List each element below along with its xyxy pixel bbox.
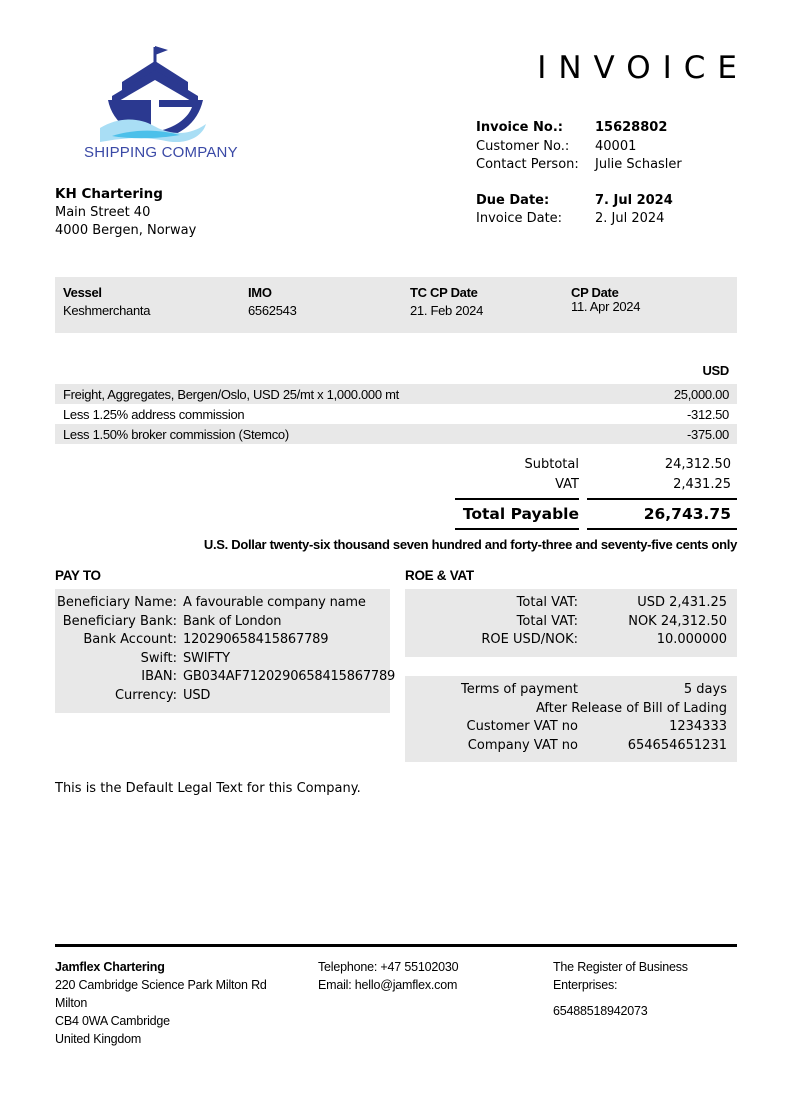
footer-address-line: CB4 0WA Cambridge (55, 1014, 170, 1028)
subtotal-label: Subtotal (524, 457, 579, 472)
invoice-date-row (476, 210, 682, 229)
footer-register-number: 65488518942073 (553, 1004, 648, 1018)
customer-vat-value: 1234333 (669, 719, 727, 735)
imo-header: IMO (248, 285, 272, 300)
currency-label: Currency: (114, 687, 177, 703)
tc-cp-date-header: TC CP Date (410, 285, 478, 300)
currency-value: USD (183, 687, 211, 703)
total-payable-row (455, 498, 737, 530)
customer-vat-label: Customer VAT no (466, 719, 578, 735)
vessel-header: Vessel (63, 285, 102, 300)
recipient-address-line1: Main Street 40 (55, 204, 151, 220)
terms-box (405, 676, 737, 762)
contact-person-value: Julie Schasler (595, 157, 682, 172)
pay-to-row (55, 613, 390, 632)
pay-to-row (55, 687, 390, 706)
roe-vat-box (405, 589, 737, 657)
invoice-date-value: 2. Jul 2024 (595, 211, 665, 226)
recipient-address-block (55, 185, 196, 241)
line-item-row (55, 384, 737, 404)
imo-value: 6562543 (248, 303, 297, 318)
roe-vat-heading: ROE & VAT (405, 568, 474, 583)
recipient-name: KH Chartering (55, 186, 163, 202)
line-item-description: Less 1.50% broker commission (Stemco) (63, 426, 289, 442)
total-vat-usd-label: Total VAT: (516, 595, 578, 610)
company-vat-label: Company VAT no (467, 737, 578, 753)
total-vat-usd-value: USD 2,431.25 (637, 595, 727, 610)
footer-address-line: Milton (55, 996, 88, 1010)
subtotal-row (455, 455, 737, 475)
ship-icon (92, 46, 222, 142)
recipient-address-line2: 4000 Bergen, Norway (55, 223, 197, 238)
footer-email: Email: hello@jamflex.com (318, 978, 458, 992)
footer-address-line: 220 Cambridge Science Park Milton Rd (55, 978, 267, 992)
terms-release-note: After Release of Bill of Lading (535, 700, 727, 716)
total-payable-label: Total Payable (455, 498, 579, 530)
pay-to-row (55, 631, 390, 650)
due-date-value: 7. Jul 2024 (595, 192, 673, 208)
tc-cp-date-value: 21. Feb 2024 (410, 303, 484, 318)
total-vat-nok-label: Total VAT: (516, 613, 578, 629)
roe-usd-nok-value: 10.000000 (656, 632, 727, 648)
beneficiary-bank-value: Bank of London (183, 613, 282, 629)
line-item-description: Less 1.25% address commission (63, 406, 245, 422)
subtotal-value: 24,312.50 (664, 457, 731, 472)
customer-no-label: Customer No.: (476, 138, 570, 154)
total-payable-value: 26,743.75 (587, 498, 737, 530)
vessel-table-header-row (55, 285, 737, 300)
roe-vat-row (413, 631, 727, 650)
bank-account-value: 120290658415867789 (183, 632, 329, 648)
company-vat-value: 654654651231 (627, 737, 727, 753)
due-date-label: Due Date: (476, 192, 550, 208)
pay-to-row (55, 668, 396, 687)
iban-value: GB034AF7120290658415867789 (183, 669, 396, 685)
vat-label: VAT (555, 477, 579, 492)
footer (55, 958, 737, 1048)
cp-date-value: 11. Apr 2024 (571, 299, 641, 314)
iban-label: IBAN: (141, 669, 177, 685)
totals-block (455, 455, 737, 530)
line-item-row (55, 424, 737, 444)
line-items-table (55, 384, 737, 444)
terms-row (413, 737, 727, 756)
footer-company-column (55, 958, 318, 1048)
line-item-description: Freight, Aggregates, Bergen/Oslo, USD 25/mt x 1,000.000 mt (63, 386, 399, 402)
invoice-date-label: Invoice Date: (476, 211, 563, 226)
line-item-amount: 25,000.00 (673, 386, 729, 402)
legal-text: This is the Default Legal Text for this Company. (55, 781, 361, 796)
vessel-value: Keshmerchanta (63, 303, 151, 318)
pay-to-box (55, 589, 396, 713)
customer-no-value: 40001 (595, 138, 637, 154)
company-logo (84, 46, 238, 161)
cp-date-header: CP Date (571, 285, 619, 300)
line-item-row (55, 404, 737, 424)
invoice-no-row (476, 119, 682, 138)
line-item-amount: -375.00 (687, 426, 729, 442)
line-item-amount: -312.50 (687, 406, 729, 422)
footer-address-line: United Kingdom (55, 1032, 142, 1046)
vessel-table (55, 277, 737, 333)
beneficiary-name-value: A favourable company name (183, 595, 366, 610)
total-vat-nok-value: NOK 24,312.50 (628, 613, 727, 629)
footer-divider (55, 944, 737, 947)
invoice-title: INVOICE (537, 50, 749, 86)
pay-to-row (55, 650, 390, 669)
due-date-row (476, 192, 682, 211)
beneficiary-bank-label: Beneficiary Bank: (62, 613, 177, 629)
bank-account-label: Bank Account: (83, 632, 177, 648)
pay-to-row (55, 594, 390, 613)
terms-row (413, 700, 727, 719)
pay-to-heading: PAY TO (55, 568, 101, 583)
vat-row (455, 475, 737, 495)
invoice-meta (476, 119, 682, 229)
customer-no-row (476, 138, 682, 157)
beneficiary-name-label: Beneficiary Name: (57, 595, 177, 610)
vessel-table-value-row (55, 299, 737, 318)
invoice-no-value: 15628802 (595, 120, 668, 135)
contact-person-label: Contact Person: (476, 157, 579, 172)
terms-row (413, 718, 727, 737)
roe-vat-row (413, 594, 727, 613)
currency-column-header: USD (702, 363, 729, 378)
footer-register-column (553, 958, 737, 1048)
contact-person-row (476, 156, 682, 175)
terms-row (413, 681, 727, 700)
roe-vat-row (413, 613, 727, 632)
footer-contact-column (318, 958, 553, 1048)
invoice-no-label: Invoice No.: (476, 120, 563, 135)
footer-company-name: Jamflex Chartering (55, 960, 165, 974)
logo-brand-text: SHIPPING COMPANY (84, 144, 238, 161)
footer-register-label: The Register of Business Enterprises: (553, 960, 688, 992)
roe-usd-nok-label: ROE USD/NOK: (481, 632, 578, 648)
footer-telephone: Telephone: +47 55102030 (318, 960, 459, 974)
terms-of-payment-value: 5 days (683, 682, 727, 697)
vat-value: 2,431.25 (673, 477, 731, 492)
amount-in-words: U.S. Dollar twenty-six thousand seven hundred and forty-three and seventy-five cents only (203, 537, 737, 552)
swift-label: Swift: (140, 650, 177, 666)
swift-value: SWIFTY (183, 650, 230, 666)
terms-of-payment-label: Terms of payment (461, 682, 578, 697)
